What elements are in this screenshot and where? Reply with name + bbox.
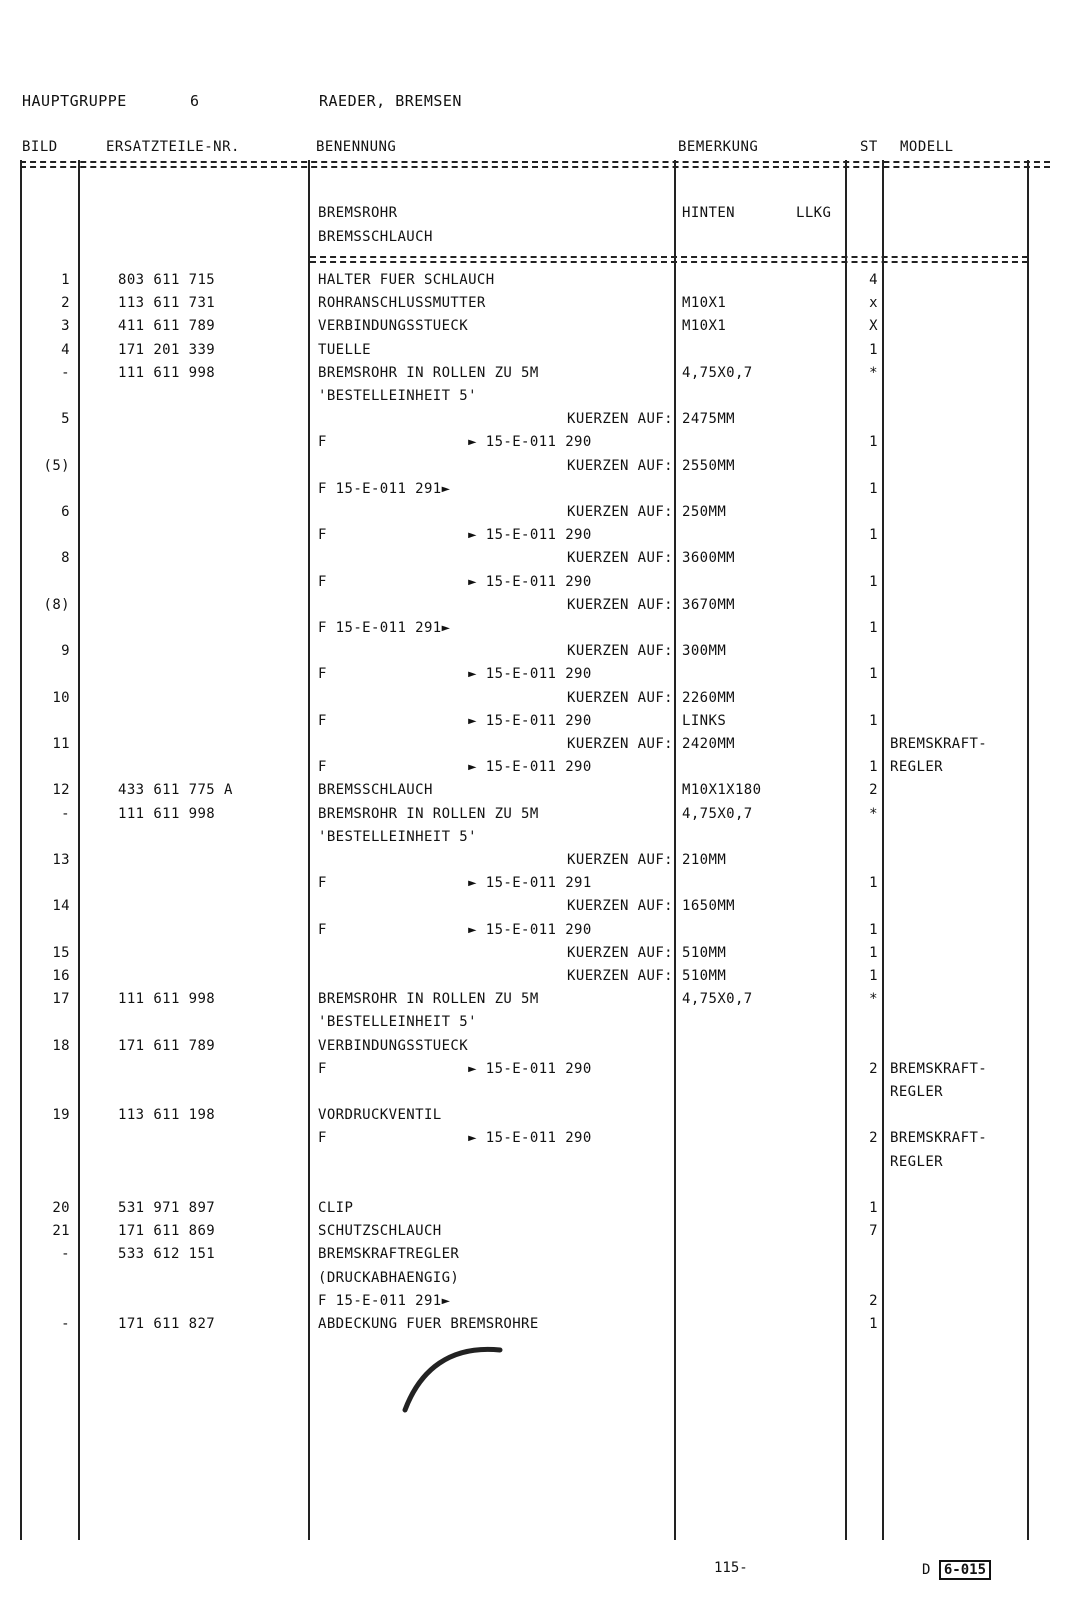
- cell-st: 1: [869, 341, 878, 358]
- cell-part-number: 113 611 198: [118, 1107, 216, 1124]
- intro-row: [0, 229, 1085, 252]
- table-row: [0, 991, 1085, 1014]
- table-row: [0, 1061, 1085, 1084]
- cell-modell: BREMSKRAFT-: [890, 736, 988, 752]
- cell-bemerkung: 510MM: [682, 944, 727, 961]
- cell-benennung: F 15-E-011 291►: [318, 480, 451, 497]
- cell-modell: REGLER: [890, 1153, 943, 1170]
- table-row: [0, 318, 1085, 341]
- table-row: [0, 411, 1085, 434]
- cell-bild: 16: [52, 968, 70, 984]
- cell-bild: (5): [43, 457, 70, 474]
- cell-part-number: 113 611 731: [118, 295, 216, 312]
- table-row: [0, 759, 1085, 782]
- cell-bemerkung: 300MM: [682, 643, 727, 660]
- table-row: [0, 527, 1085, 550]
- cell-bild: 3: [61, 318, 70, 335]
- cell-benennung: KUERZEN AUF:: [567, 457, 673, 474]
- cell-benennung: F ► 15-E-011 290: [318, 434, 592, 451]
- table-row: [0, 1270, 1085, 1293]
- table-row: [0, 620, 1085, 643]
- table-row: [0, 829, 1085, 852]
- table-row: [0, 1130, 1085, 1153]
- cell-bild: 14: [52, 898, 70, 915]
- cell-st: 7: [869, 1223, 878, 1240]
- column-nr: ERSATZTEILE-NR.: [106, 139, 240, 155]
- table-row: [0, 1200, 1085, 1223]
- cell-bild: 17: [52, 991, 70, 1008]
- cell-bemerkung: M10X1: [682, 318, 727, 335]
- table-row: [0, 643, 1085, 666]
- cell-bild: -: [61, 1246, 70, 1263]
- intro-row: [0, 205, 1085, 228]
- table-row: [0, 1038, 1085, 1061]
- cell-bild: 19: [52, 1107, 70, 1124]
- cell-bemerkung: M10X1X180: [682, 782, 762, 799]
- cell-part-number: 433 611 775 A: [118, 782, 233, 799]
- footer-prefix: D: [922, 1562, 931, 1578]
- cell-part-number: 533 612 151: [118, 1246, 216, 1263]
- cell-st: 1: [869, 620, 878, 636]
- table-row: [0, 272, 1085, 295]
- cell-benennung: BREMSSCHLAUCH: [318, 782, 433, 799]
- cell-part-number: 803 611 715: [118, 272, 216, 288]
- cell-st: 4: [869, 272, 878, 288]
- table-row: [0, 597, 1085, 620]
- cell-benennung: KUERZEN AUF:: [567, 504, 673, 520]
- ink-smudge: [400, 1330, 520, 1420]
- cell-benennung: 'BESTELLEINHEIT 5': [318, 828, 477, 845]
- table-row: [0, 875, 1085, 898]
- cell-part-number: 111 611 998: [118, 805, 216, 822]
- cell-bild: 5: [61, 411, 70, 428]
- column-bild: BILD: [22, 139, 58, 155]
- cell-benennung: KUERZEN AUF:: [567, 852, 673, 868]
- cell-benennung: KUERZEN AUF:: [567, 968, 673, 984]
- table-row: [0, 342, 1085, 365]
- table-row: [0, 922, 1085, 945]
- cell-st: 1: [869, 480, 878, 497]
- cell-bemerkung: 2550MM: [682, 457, 735, 474]
- group-number: 6: [190, 92, 200, 110]
- cell-benennung: F ► 15-E-011 290: [318, 1060, 592, 1077]
- table-row: [0, 690, 1085, 713]
- cell-bild: 15: [52, 944, 70, 961]
- cell-benennung: F ► 15-E-011 290: [318, 573, 592, 590]
- cell-part-number: 531 971 897: [118, 1200, 216, 1216]
- table-row: [0, 806, 1085, 829]
- cell-benennung: F ► 15-E-011 290: [318, 666, 592, 683]
- cell-part-number: 111 611 998: [118, 364, 216, 381]
- cell-st: 1: [869, 875, 878, 892]
- cell-st: 1: [869, 1316, 878, 1332]
- cell-benennung: KUERZEN AUF:: [567, 596, 673, 613]
- cell-bemerkung: 3670MM: [682, 596, 735, 613]
- cell-bemerkung: 2475MM: [682, 411, 735, 428]
- cell-benennung: F 15-E-011 291►: [318, 1292, 451, 1309]
- table-row: [0, 365, 1085, 388]
- intro-line: BREMSSCHLAUCH: [318, 229, 433, 245]
- cell-bemerkung: 4,75X0,7: [682, 805, 753, 822]
- cell-part-number: 411 611 789: [118, 318, 216, 335]
- table-row: [0, 666, 1085, 689]
- cell-bild: 12: [52, 782, 70, 799]
- table-row: [0, 1084, 1085, 1107]
- cell-benennung: BREMSROHR IN ROLLEN ZU 5M: [318, 805, 539, 822]
- cell-bemerkung: 250MM: [682, 504, 727, 520]
- cell-benennung: BREMSKRAFTREGLER: [318, 1246, 460, 1263]
- cell-bild: 21: [52, 1223, 70, 1240]
- cell-benennung: TUELLE: [318, 341, 371, 358]
- cell-st: X: [869, 318, 878, 335]
- table-row: [0, 852, 1085, 875]
- cell-bild: 9: [61, 643, 70, 660]
- cell-bemerkung: LINKS: [682, 712, 727, 729]
- table-row: [0, 481, 1085, 504]
- cell-benennung: KUERZEN AUF:: [567, 898, 673, 915]
- cell-benennung: KUERZEN AUF:: [567, 550, 673, 567]
- table-row: [0, 295, 1085, 318]
- cell-benennung: ABDECKUNG FUER BREMSROHRE: [318, 1316, 539, 1332]
- page-number: 6-015: [939, 1560, 991, 1580]
- table-row: [0, 1177, 1085, 1200]
- cell-st: x: [869, 295, 878, 312]
- cell-benennung: F 15-E-011 291►: [318, 620, 451, 636]
- header-divider: [20, 161, 1050, 163]
- cell-st: 1: [869, 527, 878, 544]
- cell-benennung: 'BESTELLEINHEIT 5': [318, 388, 477, 404]
- cell-bild: 8: [61, 550, 70, 567]
- cell-bild: -: [61, 805, 70, 822]
- table-row: [0, 898, 1085, 921]
- table-row: [0, 550, 1085, 573]
- table-row: [0, 1014, 1085, 1037]
- table-row: [0, 713, 1085, 736]
- cell-bild: 10: [52, 689, 70, 706]
- cell-modell: BREMSKRAFT-: [890, 1060, 988, 1077]
- cell-st: *: [869, 364, 878, 381]
- cell-bild: (8): [43, 596, 70, 613]
- group-label: HAUPTGRUPPE: [22, 92, 127, 110]
- footer-page: [922, 1560, 991, 1580]
- table-row: [0, 1223, 1085, 1246]
- cell-benennung: ROHRANSCHLUSSMUTTER: [318, 295, 486, 312]
- cell-part-number: 171 611 869: [118, 1223, 216, 1240]
- cell-benennung: F ► 15-E-011 290: [318, 527, 592, 544]
- cell-modell: REGLER: [890, 1084, 943, 1100]
- table-row: [0, 504, 1085, 527]
- intro-bemerkung-2: LLKG: [796, 205, 832, 221]
- section-divider: [310, 256, 1028, 258]
- table-row: [0, 736, 1085, 759]
- cell-benennung: F ► 15-E-011 290: [318, 921, 592, 938]
- cell-st: 1: [869, 712, 878, 729]
- cell-bild: 4: [61, 341, 70, 358]
- table-row: [0, 1154, 1085, 1177]
- table-row: [0, 968, 1085, 991]
- table-row: [0, 1246, 1085, 1269]
- column-st: ST: [860, 139, 878, 155]
- cell-part-number: 171 611 789: [118, 1037, 216, 1054]
- cell-st: 1: [869, 759, 878, 776]
- cell-bemerkung: 510MM: [682, 968, 727, 984]
- cell-st: 1: [869, 1200, 878, 1216]
- table-row: [0, 1316, 1085, 1339]
- table-row: [0, 388, 1085, 411]
- cell-benennung: F ► 15-E-011 290: [318, 712, 592, 729]
- cell-benennung: VORDRUCKVENTIL: [318, 1107, 442, 1124]
- cell-benennung: BREMSROHR IN ROLLEN ZU 5M: [318, 364, 539, 381]
- cell-bemerkung: M10X1: [682, 295, 727, 312]
- cell-bild: 11: [52, 736, 70, 752]
- cell-st: 2: [869, 1060, 878, 1077]
- cell-benennung: 'BESTELLEINHEIT 5': [318, 1014, 477, 1031]
- cell-st: 1: [869, 921, 878, 938]
- table-row: [0, 1107, 1085, 1130]
- cell-benennung: KUERZEN AUF:: [567, 689, 673, 706]
- cell-bild: 20: [52, 1200, 70, 1216]
- cell-bild: 13: [52, 852, 70, 868]
- cell-benennung: KUERZEN AUF:: [567, 643, 673, 660]
- cell-benennung: CLIP: [318, 1200, 354, 1216]
- cell-st: 2: [869, 1130, 878, 1147]
- cell-part-number: 111 611 998: [118, 991, 216, 1008]
- cell-bemerkung: 4,75X0,7: [682, 991, 753, 1008]
- cell-bemerkung: 1650MM: [682, 898, 735, 915]
- cell-part-number: 171 201 339: [118, 341, 216, 358]
- cell-st: 1: [869, 666, 878, 683]
- cell-modell: REGLER: [890, 759, 943, 776]
- cell-bemerkung: 210MM: [682, 852, 727, 868]
- cell-benennung: HALTER FUER SCHLAUCH: [318, 272, 495, 288]
- group-title: RAEDER, BREMSEN: [319, 92, 462, 110]
- table-row: [0, 782, 1085, 805]
- cell-benennung: SCHUTZSCHLAUCH: [318, 1223, 442, 1240]
- cell-benennung: BREMSROHR IN ROLLEN ZU 5M: [318, 991, 539, 1008]
- intro-bemerkung: HINTEN: [682, 205, 735, 221]
- table-row: [0, 1293, 1085, 1316]
- table-row: [0, 574, 1085, 597]
- cell-st: 1: [869, 434, 878, 451]
- cell-bild: -: [61, 364, 70, 381]
- column-header: [22, 139, 1052, 159]
- cell-bemerkung: 2260MM: [682, 689, 735, 706]
- column-modell: MODELL: [900, 139, 954, 155]
- cell-benennung: F ► 15-E-011 290: [318, 1130, 592, 1147]
- cell-bild: 2: [61, 295, 70, 312]
- table-row: [0, 434, 1085, 457]
- intro-line: BREMSROHR: [318, 205, 398, 221]
- cell-part-number: 171 611 827: [118, 1316, 216, 1332]
- cell-st: *: [869, 991, 878, 1008]
- footer-left: 115-: [714, 1560, 748, 1576]
- cell-bild: 6: [61, 504, 70, 520]
- cell-st: *: [869, 805, 878, 822]
- cell-benennung: VERBINDUNGSSTUECK: [318, 318, 469, 335]
- cell-bemerkung: 2420MM: [682, 736, 735, 752]
- cell-st: 2: [869, 1292, 878, 1309]
- table-row: [0, 458, 1085, 481]
- cell-bemerkung: 4,75X0,7: [682, 364, 753, 381]
- cell-benennung: VERBINDUNGSSTUECK: [318, 1037, 469, 1054]
- cell-bild: 1: [61, 272, 70, 288]
- cell-benennung: F ► 15-E-011 290: [318, 759, 592, 776]
- column-benennung: BENENNUNG: [316, 139, 397, 155]
- cell-modell: BREMSKRAFT-: [890, 1130, 988, 1147]
- column-bemerkung: BEMERKUNG: [678, 139, 759, 155]
- cell-benennung: F ► 15-E-011 291: [318, 875, 592, 892]
- cell-benennung: KUERZEN AUF:: [567, 736, 673, 752]
- cell-st: 1: [869, 968, 878, 984]
- cell-benennung: (DRUCKABHAENGIG): [318, 1269, 460, 1286]
- cell-benennung: KUERZEN AUF:: [567, 411, 673, 428]
- cell-bild: 18: [52, 1037, 70, 1054]
- cell-st: 1: [869, 944, 878, 961]
- cell-benennung: KUERZEN AUF:: [567, 944, 673, 961]
- cell-bild: -: [61, 1316, 70, 1332]
- cell-st: 1: [869, 573, 878, 590]
- table-row: [0, 945, 1085, 968]
- cell-st: 2: [869, 782, 878, 799]
- cell-bemerkung: 3600MM: [682, 550, 735, 567]
